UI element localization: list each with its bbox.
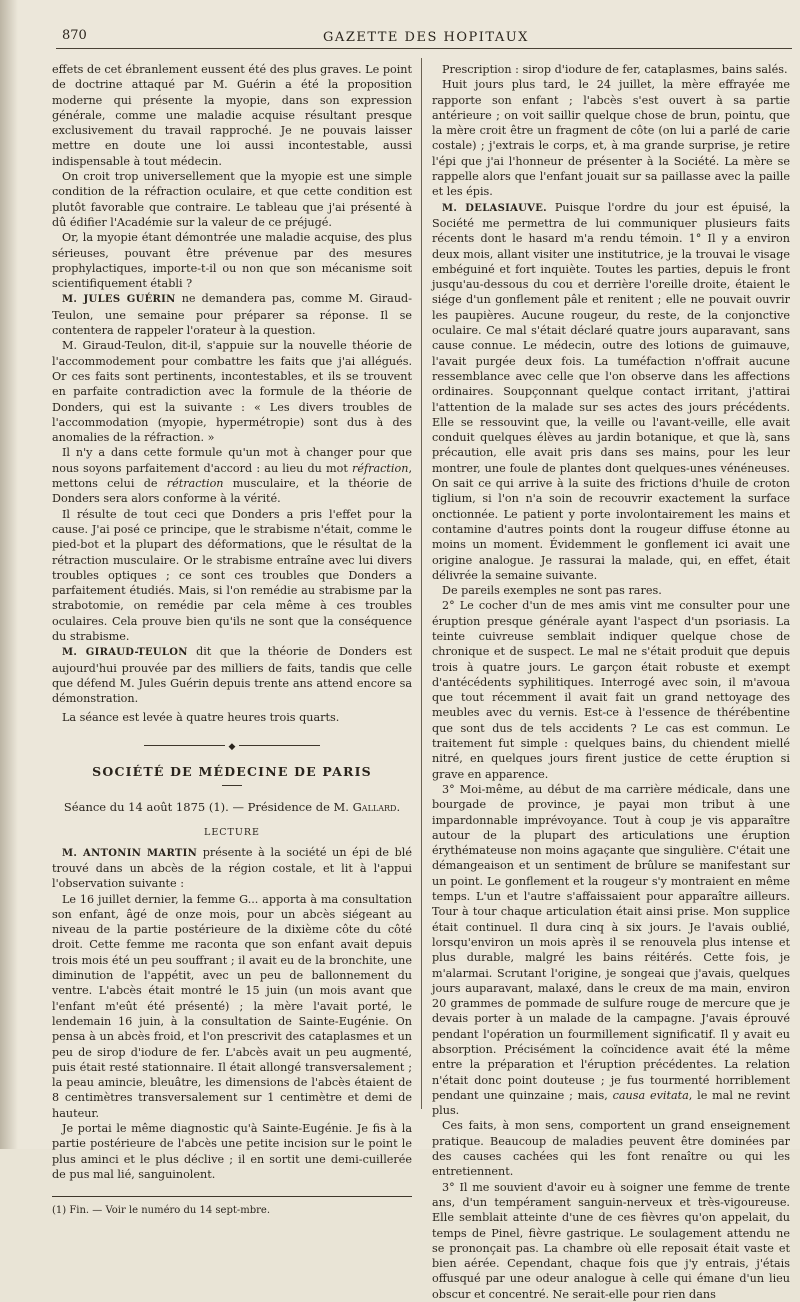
header-rule [56,48,792,49]
page-number: 870 [62,28,87,43]
text-run: Il n'y a dans cette formule qu'un mot à changer pour que nous soyons parfaitement d'accord : au lieu du mot [52,446,412,475]
paragraph: M. Giraud-Teulon, dit-il, s'appuie sur la nouvelle théorie de l'accommodement pour combattre les faits que j'ai allégués. Or ces faits sont pertinents, incontestables, et ils se trouvent en parfaite contradiction avec la formule de la théorie de Donders, qui est la suivante : « Les divers troubles de l'accommodation (myopie, hypermétropie) sont dus à des anomalies de la réfraction. » [52,339,412,445]
italic-term: rétraction [166,477,224,491]
italic-term: causa evitata [612,1088,689,1102]
paragraph: De pareils exemples ne sont pas rares. [442,584,662,598]
text-run: musculaire, et la théorie de Donders sera alors conforme à la vérité. [52,477,412,506]
paragraph: Le 16 juillet dernier, la femme G... apporta à ma consultation son enfant, âgé de onze mois, pour un abcès siégeant au niveau de la partie postérieure de la dixième côte du côté droit. Cette femme me raconta que son enfant avait depuis trois mois été un peu souffrant ; il avait eu de la bronchite, une diminution de l'appétit, avec un peu de ballonnement du ventre. L'abcès était montré le 15 juin (un mois avant que l'enfant m'eût été présenté) ; la mère l'avait porté, le lendemain 16 juin, à la consultation de Sainte-Eugénie. On pensa à un abcès froid, et l'on prescrivit des cataplasmes et un peu de sirop d'iodure de fer. L'abcès avait un peu augmenté, puis était resté stationnaire. Il était allongé transversalement ; la peau amincie, bleuâtre, les dimensions de l'abcès étaient de 8 centimètres transversalement sur 1 centimètre et demi de hauteur. [52,892,412,1120]
paragraph: Prescription : sirop d'iodure de fer, cataplasmes, bains salés. [442,63,788,76]
speaker-text: ne demandera pas, comme M. Giraud-Teulon, une semaine pour préparer sa réponse. Il se contentera de rappeler l'orateur à la question. [52,292,412,338]
session-heading [52,800,412,815]
journal-title: GAZETTE DES HOPITAUX [323,30,529,45]
text-run: , le mal ne revint plus. [432,1088,790,1118]
paragraph: Huit jours plus tard, le 24 juillet, la mère effrayée me rapporte son enfant ; l'abcès s'est ouvert à sa partie antérieure ; on voit saillir quelque chose de brun, pointu, que la mère croit être un fragment de côte (on lui a parlé de carie costale) ; j'extrais le corps, et, à ma grande surprise, je retire l'épi que j'ai l'honneur de présenter à la Société. La mère se rappelle alors que l'enfant jouait sur sa paillasse avec la paille et les épis. [432,78,790,199]
speaker-name: M. ANTONIN MARTIN [62,847,198,859]
president-name: Gallard [352,800,397,815]
paragraph: 3° Il me souvient d'avoir eu à soigner une femme de trente ans, d'un tempérament sanguin-nerveux et très-vigoureuse. Elle semblait atteinte d'une de ces fièvres qu'on appelait, du temps de Pinel, fièvre gastrique. Le soulagement attendu ne se prononçait pas. La chambre où elle reposait était vaste et bien aérée. Cependant, chaque fois que j'y entrais, j'étais offusqué par une odeur analogue à celle qui émane d'un lieu obscur et concentré. Ne serait-elle pour rien dans [432,1180,790,1301]
speaker-name: M. JULES GUÉRIN [62,294,176,306]
paragraph: Ces faits, à mon sens, comportent un grand enseignement pratique. Beaucoup de maladies peuvent être dominées par des causes cachées qui les font renaître ou qui les entretiennent. [432,1119,790,1179]
footnote: (1) Fin. — Voir le numéro du 14 sept-mbre. [52,1205,271,1217]
page-header [60,22,792,48]
ornament-glyph: ◆ [225,742,240,752]
column-divider [421,58,422,1109]
text-run: 3° Moi-même, au début de ma carrière médicale, dans une bourgade de province, je payai mon tribut à une impardonnable imprévoyance. Tout à coup je vis apparaître autour de la plupart des articulations une éruption érythémateuse non moins agaçante que singulière. C'était une démangeaison et un sentiment de brûlure se manifestant sur un point. Le gonflement et la rougeur s'y montraient en même temps. L'un et l'autre s'affaissaient pour apparaître ailleurs. Tour à tour chaque articulation était ainsi prise. Mon supplice était continuel. Il dura cinq à six jours. Je l'avais oublié, lorsqu'environ un mois après il se renouvela plus intense et plus durable, malgré les bains réitérés. Cette fois, je m'alarmai. Scrutant l'origine, je songeai que j'avais, quelques jours auparavant, malaxé, dans le creux de ma main, environ 20 grammes de pommade de sulfure rouge de mercure que je devais porter à un malade de la campagne. J'avais éprouvé pendant l'opération un fourmillement significatif. Il y avait eu absorption. Précisément la coïncidence avait été la même entre la préparation et l'éruption précédentes. La relation n'était donc point douteuse ; je fus tourmenté horriblement pendant une quinzaine ; mais, [432,782,790,1102]
lecture-heading: LECTURE [204,827,260,839]
session-close: La séance est levée à quatre heures trois quarts. [62,711,340,725]
speaker-name: M. GIRAUD-TEULON [62,647,188,659]
right-column [432,62,790,1302]
left-column [52,62,412,1218]
paragraph [52,845,412,892]
text-run: . [396,800,401,815]
section-title: SOCIÉTÉ DE MÉDECINE DE PARIS [92,763,372,779]
page-edge-shadow [0,0,18,1149]
paragraph: Or, la myopie étant démontrée une maladie acquise, des plus sérieuses, pouvant être prévenue par des mesures prophylactiques, importe-t-il ou non que son mécanisme soit scientifiquement établi ? [52,231,412,291]
paragraph [52,644,412,706]
paragraph: On croit trop universellement que la myopie est une simple condition de la réfraction oculaire, et que cette condition est plutôt favorable que contraire. Le tableau que j'ai présenté à dû édifier l'Académie sur la valeur de ce préjugé. [52,170,412,229]
speaker-text: dit que la théorie de Donders est aujourd'hui prouvée par des milliers de faits, tandis que celle que défend M. Jules Guérin depuis trente ans attend encore sa démonstration. [52,645,412,706]
text-run: Séance du 14 août 1875 (1). — Présidence de M. [63,800,353,815]
paragraph: effets de cet ébranlement eussent été des plus graves. Le point de doctrine attaqué par M. Guérin a été la proposition moderne qui présente la myopie, dans son expression générale, comme une maladie acquise résultant presque exclusivement du travail rapproché. Je ne pouvais laisser mettre en doute une loi aussi incontestable, aussi indispensable à tout médecin. [52,63,412,168]
footnote-rule [52,1196,412,1197]
paragraph: 2° Le cocher d'un de mes amis vint me consulter pour une éruption presque générale ayant l'aspect d'un psoriasis. La teinte cuivreuse semblait indiquer quelque chose de chronique et de suspect. Le mal ne s'était produit que depuis trois à quatre jours. Le garçon était robuste et exempt d'antécédents syphilitiques. Interrogé avec soin, il m'avoua que tout récemment il avait fait un grand nettoyage des meubles avec du vernis. Est-ce à l'essence de thérébentine que sont dus de tels accidents ? Le cas est commun. Le traitement fut simple : quelques bains, du chiendent miellé nitré, en quelques jours firent justice de cette éruption si grave en apparence. [432,599,790,781]
section-ornament [52,738,412,752]
speaker-name: M. DELASIAUVE. [442,202,547,214]
speaker-text: présente à la société un épi de blé trouvé dans un abcès de la région costale, et lit à l'appui l'observation suivante : [52,845,412,891]
paragraph: Il résulte de tout ceci que Donders a pris l'effet pour la cause. J'ai posé ce principe, que le strabisme n'était, comme le pied-bot et la plupart des déformations, que le résultat de la rétraction musculaire. Or le strabisme entraîne avec lui divers troubles optiques ; ce sont ces troubles que Donders a parfaitement étudiés. Mais, si l'on remédie au strabisme par la strabotomie, on remédie par cela même à ces troubles oculaires. Cela prouve bien qu'ils ne sont que la conséquence du strabisme. [52,507,412,643]
short-rule [222,785,242,786]
paragraph [432,200,790,583]
paragraph [52,445,412,506]
text-run: , mettons celui de [52,461,412,491]
paragraph: Je portai le même diagnostic qu'à Sainte-Eugénie. Je fis à la partie postérieure de l'abcès une petite incision sur le point le plus aminci et le plus déclive ; il en sortit une demi-cuillerée de pus mal lié, sanguinolent. [52,1122,412,1181]
paragraph [432,782,790,1119]
speaker-text: Puisque l'ordre du jour est épuisé, la Société me permettra de lui communiquer plusieurs faits récents dont le hasard m'a rendu témoin. 1° Il y a environ deux mois, allant visiter une institutrice, je la trouvai le visage embéguiné et fort inquiète. Toutes les parties, depuis le front jusqu'au-dessous du cou et derrière l'oreille droite, étaient le siége d'un gonflement pâle et renitent ; elle ne pouvait ouvrir les paupières. Aucune rougeur, du reste, de la conjonctive oculaire. Ce mal s'était déclaré quatre jours auparavant, sans cause connue. Le médecin, outre des lotions de guimauve, l'avait purgée deux fois. La tuméfaction n'offrait aucune ressemblance avec celle que l'on observe dans les affections ordinaires. Soupçonnant quelque contact irritant, j'attirai l'attention de la malade sur ses actes des jours précédents. Elle se ressouvint que, la veille ou l'avant-veille, elle avait conduit quelques élèves au jardin botanique, et que là, sans précaution, elle avait pris dans ses mains, pour les leur montrer, une foule de plantes dont quelques-unes vénéneuses. On sait ce qui arrive à la suite des frictions d'huile de croton tiglium, si l'on n'a soin de recouvrir exactement la surface onctionnée. Le patient y porte involontairement les mains et contamine d'autres points dont la rougeur diffuse étonne au moins un moment. Évidemment le gonflement ici avait une origine analogue. Je rassurai la malade, qui, en effet, était délivrée la semaine suivante. [432,200,791,582]
paragraph [52,291,412,338]
italic-term: réfraction [352,461,409,475]
